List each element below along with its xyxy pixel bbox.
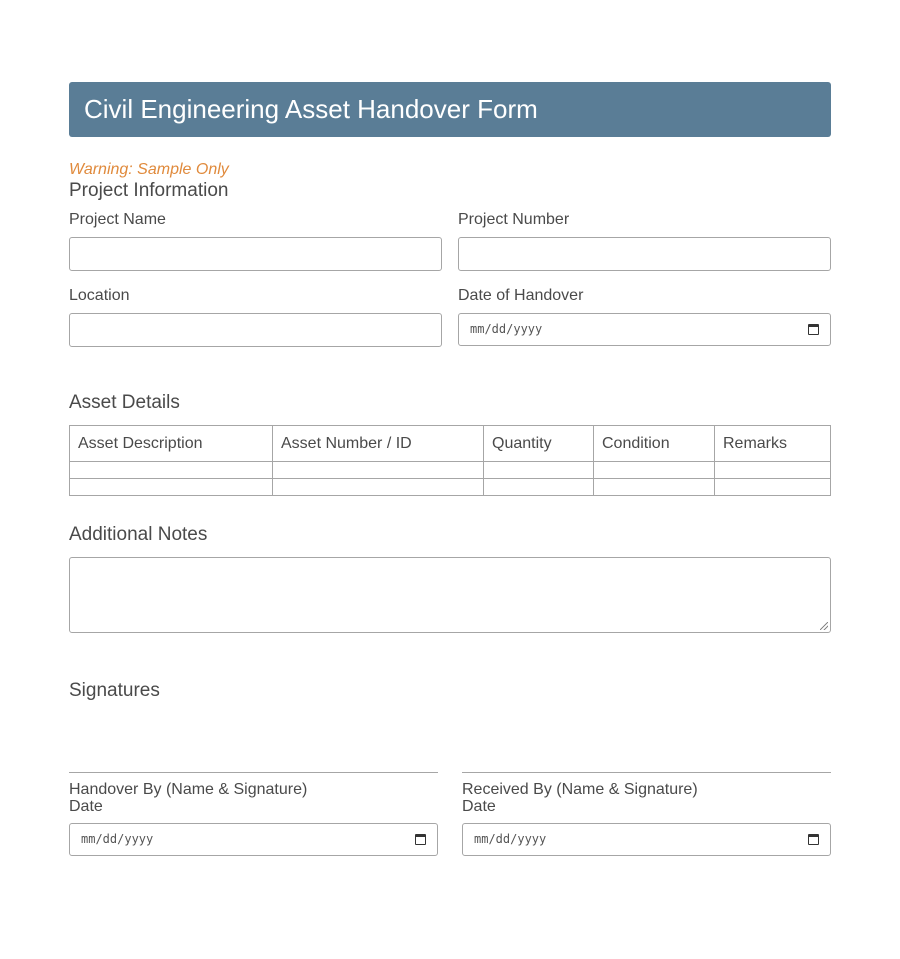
- signatures-heading: Signatures: [69, 680, 160, 701]
- handover-date-label: Date of Handover: [458, 287, 584, 304]
- date-placeholder: mm/dd/yyyy: [470, 322, 543, 336]
- handover-date-sig-label: Date: [69, 798, 103, 815]
- col-asset-number: Asset Number / ID: [273, 426, 484, 462]
- asset-table: [69, 425, 831, 496]
- handover-by-label: Handover By (Name & Signature): [69, 781, 308, 798]
- location-input[interactable]: [69, 313, 442, 347]
- additional-notes-textarea[interactable]: [69, 557, 831, 633]
- table-cell[interactable]: [715, 479, 831, 496]
- table-cell[interactable]: [484, 479, 594, 496]
- handover-signature-line: [69, 772, 438, 773]
- table-cell[interactable]: [70, 479, 273, 496]
- calendar-icon[interactable]: [415, 834, 426, 845]
- project-name-input[interactable]: [69, 237, 442, 271]
- date-placeholder: mm/dd/yyyy: [474, 832, 547, 846]
- calendar-icon[interactable]: [808, 834, 819, 845]
- table-cell[interactable]: [594, 479, 715, 496]
- table-cell[interactable]: [273, 462, 484, 479]
- project-number-label: Project Number: [458, 211, 570, 228]
- project-number-input[interactable]: [458, 237, 831, 271]
- location-label: Location: [69, 287, 130, 304]
- handover-form: [69, 82, 831, 856]
- resize-grip-icon[interactable]: [820, 622, 828, 630]
- form-title: Civil Engineering Asset Handover Form: [69, 82, 831, 137]
- calendar-icon[interactable]: [808, 324, 819, 335]
- table-cell[interactable]: [273, 479, 484, 496]
- table-row: [70, 462, 831, 479]
- sample-warning: Warning: Sample Only: [69, 161, 229, 178]
- received-signature-line: [462, 772, 831, 773]
- received-signature-date-input[interactable]: [462, 823, 831, 856]
- table-cell[interactable]: [594, 462, 715, 479]
- col-quantity: Quantity: [484, 426, 594, 462]
- additional-notes-heading: Additional Notes: [69, 524, 208, 545]
- project-info-heading: Project Information: [69, 180, 229, 201]
- table-cell[interactable]: [715, 462, 831, 479]
- col-remarks: Remarks: [715, 426, 831, 462]
- handover-date-input[interactable]: [458, 313, 831, 346]
- date-placeholder: mm/dd/yyyy: [81, 832, 154, 846]
- asset-details-heading: Asset Details: [69, 392, 180, 413]
- handover-signature-date-input[interactable]: [69, 823, 438, 856]
- table-cell[interactable]: [70, 462, 273, 479]
- table-row: [70, 479, 831, 496]
- received-by-label: Received By (Name & Signature): [462, 781, 698, 798]
- table-cell[interactable]: [484, 462, 594, 479]
- project-name-label: Project Name: [69, 211, 166, 228]
- col-asset-description: Asset Description: [70, 426, 273, 462]
- col-condition: Condition: [594, 426, 715, 462]
- received-date-sig-label: Date: [462, 798, 496, 815]
